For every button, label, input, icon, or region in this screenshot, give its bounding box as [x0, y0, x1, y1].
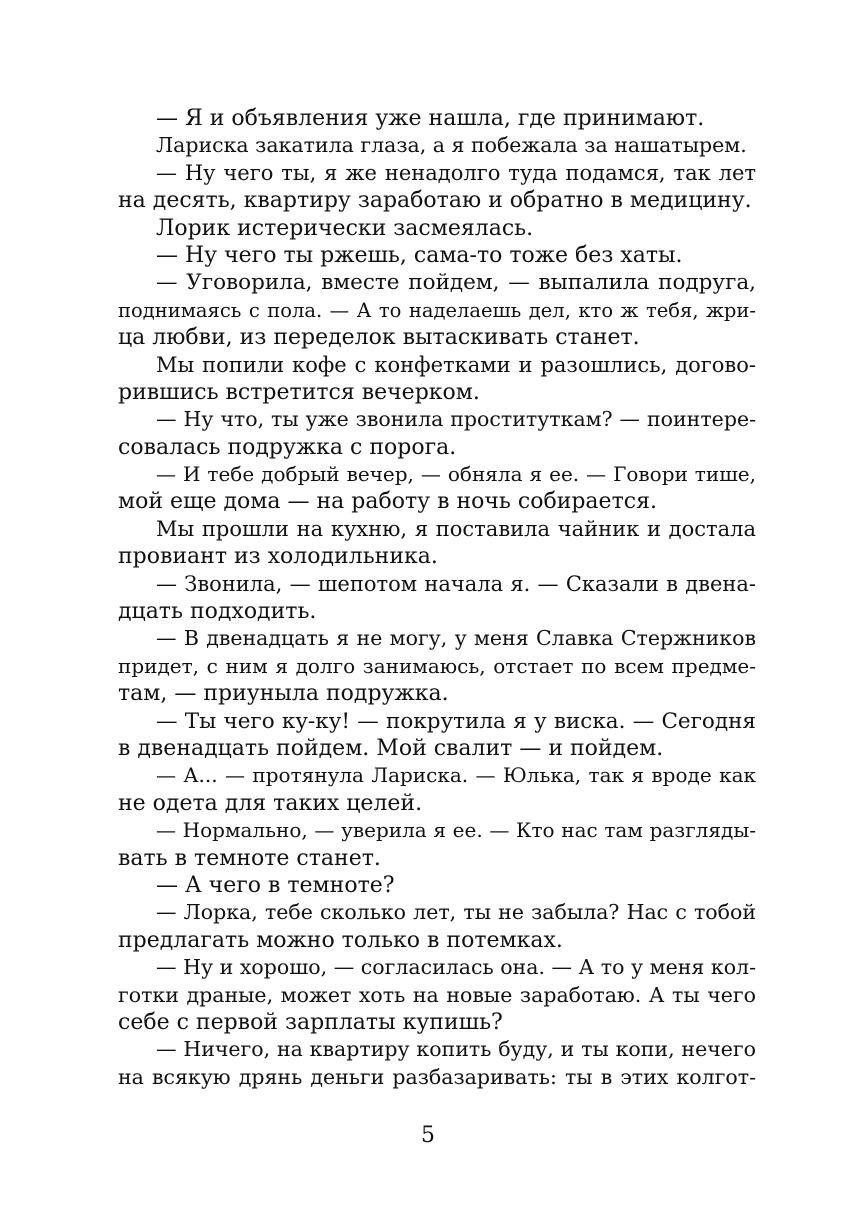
text-line: на всякую дрянь деньги разбазаривать: ты в этих колгот- [118, 1064, 756, 1089]
text-line: на десять, квартиру заработаю и обратно в медицину. [118, 188, 752, 214]
text-line: вать в темноте станет. [118, 845, 381, 871]
text-line: — Ну что, ты уже звонила проституткам? — поинтере- [156, 407, 756, 432]
text-line: поднимаясь с пола. — А то наделаешь дел, кто ж тебя, жри- [118, 298, 756, 322]
text-line: — Я и объявления уже нашла, где принимают. [156, 106, 705, 131]
text-line: Лариска закатила глаза, а я побежала за нашатырем. [156, 133, 747, 158]
text-line: там, — приуныла подружка. [118, 681, 449, 707]
text-line: — Звонила, — шепотом начала я. — Сказали в двена- [156, 571, 756, 596]
text-line: — Ну и хорошо, — согласилась она. — А то у меня кол- [156, 955, 756, 980]
text-line: — А чего в темноте? [156, 872, 395, 898]
text-line: — Ну чего ты ржешь, сама-то тоже без хаты. [156, 242, 683, 268]
text-line: — Ничего, на квартиру копить буду, и ты копи, нечего [156, 1037, 756, 1062]
text-line: провиант из холодильника. [118, 544, 438, 570]
text-line: Мы попили кофе с конфетками и разошлись, догово- [156, 352, 756, 377]
text-line: мой еще дома — на работу в ночь собирается. [118, 489, 657, 515]
text-line: — Уговорила, вместе пойдем, — выпалила подруга, [156, 270, 756, 296]
text-line: совалась подружка с порога. [118, 434, 457, 460]
text-line: готки драные, может хоть на новые заработаю. А ты чего [118, 982, 756, 1007]
text-line: придет, с ним я долго занимаюсь, отстает по всем предме- [118, 653, 756, 678]
text-line: ца любви, из переделок вытаскивать станет. [118, 325, 640, 351]
body-text [118, 105, 756, 1091]
text-line: не одета для таких целей. [118, 790, 423, 816]
text-line: предлагать можно только в потемках. [118, 927, 563, 953]
text-line: в двенадцать пойдем. Мой свалит — и пойдем. [118, 735, 664, 761]
text-line: рившись встретится вечерком. [118, 379, 480, 405]
text-line: — Нормально, — уверила я ее. — Кто нас там разгляды- [156, 818, 756, 843]
text-line: себе с первой зарплаты купишь? [118, 1009, 503, 1035]
text-line: — Ну чего ты, я же ненадолго туда подамся, так лет [156, 160, 756, 185]
text-line: — Лорка, тебе сколько лет, ты не забыла? Нас с тобой [156, 900, 756, 925]
text-line: дцать подходить. [118, 599, 317, 625]
text-line: — А... — протянула Лариска. — Юлька, так я вроде как [156, 763, 756, 788]
text-line: Мы прошли на кухню, я поставила чайник и достала [156, 516, 756, 541]
text-line: — И тебе добрый вечер, — обняла я ее. — Говори тише, [156, 462, 756, 487]
text-line: Лорик истерически засмеялась. [156, 215, 534, 241]
text-line: — В двенадцать я не могу, у меня Славка Стержников [156, 626, 756, 651]
page-number: 5 [421, 1123, 435, 1148]
text-line: — Ты чего ку-ку! — покрутила я у виска. — Сегодня [156, 708, 756, 734]
